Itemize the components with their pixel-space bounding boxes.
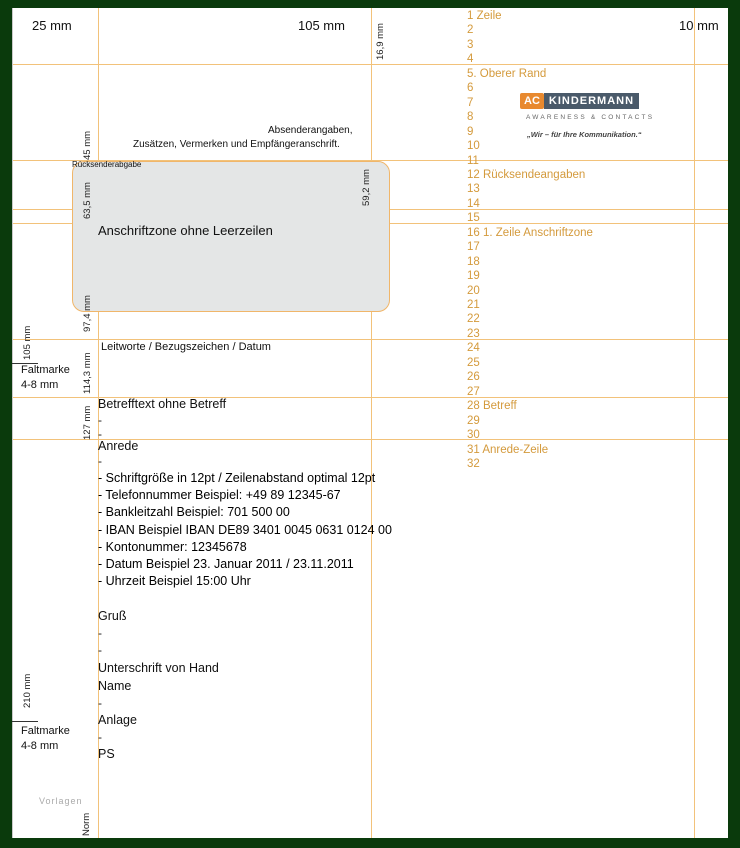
line-number: 12 Rücksendeangaben [467, 168, 586, 181]
line-number: 11 [467, 154, 479, 167]
line-number: 19 [467, 270, 480, 283]
measure-63mm: 63,5 mm [82, 182, 93, 219]
measure-114mm: 114,3 mm [82, 352, 93, 394]
line-number: 26 [467, 371, 480, 384]
list-item: - Uhrzeit Beispiel 15:00 Uhr [98, 574, 251, 589]
line-number: 24 [467, 342, 480, 355]
margin-right-label: 10 mm [679, 18, 719, 33]
line-number: 3 [467, 38, 474, 51]
line-number: 18 [467, 255, 480, 268]
dash-spacer: - [98, 696, 102, 710]
guide-line-105mm [12, 339, 728, 340]
measure-45mm: 45 mm [82, 130, 93, 160]
fold-mark-1-range: 4-8 mm [21, 379, 59, 391]
line-number: 14 [467, 197, 480, 210]
salutation: Anrede [98, 439, 139, 453]
list-item: - Datum Beispiel 23. Januar 2011 / 23.11.2011 [98, 557, 354, 572]
line-number: 20 [467, 284, 480, 297]
signature-line: Unterschrift von Hand [98, 661, 219, 675]
dash-spacer: - [98, 643, 102, 657]
dash-spacer: - [98, 626, 102, 640]
line-number: 16 1. Zeile Anschriftzone [467, 226, 593, 239]
line-number: 28 Betreff [467, 400, 517, 413]
kindermann-logo [520, 92, 676, 139]
return-address-label: Rücksenderabgabe [72, 160, 142, 169]
margin-left-label: 25 mm [32, 18, 72, 33]
dash-spacer: - [98, 427, 102, 441]
attachment-line: Anlage [98, 713, 137, 727]
line-number: 2 [467, 24, 474, 37]
dash-spacer: - [98, 413, 102, 427]
line-number: 25 [467, 356, 480, 369]
list-item: - Schriftgröße in 12pt / Zeilenabstand optimal 12pt [98, 471, 376, 485]
guide-line-left-edge [12, 8, 13, 838]
subject-line: Betrefftext ohne Betreff [98, 397, 227, 411]
line-number: 23 [467, 327, 480, 340]
line-number: 29 [467, 414, 480, 427]
list-item: - Kontonummer: 12345678 [98, 539, 247, 554]
line-number: 15 [467, 212, 480, 225]
sender-info-line2: Zusätzen, Vermerken und Empfängeranschrift. [133, 139, 340, 150]
line-number: 31 Anrede-Zeile [467, 443, 549, 456]
ps-line: PS [98, 747, 115, 761]
example-list [98, 470, 392, 590]
margin-center-label: 105 mm [298, 18, 345, 33]
list-item: - IBAN Beispiel IBAN DE89 3401 0045 0631 0124 00 [98, 522, 392, 537]
norm-label: Norm [81, 812, 92, 836]
list-item: - Bankleitzahl Beispiel: 701 500 00 [98, 505, 290, 520]
guide-line-10mm [694, 8, 695, 838]
line-number: 22 [467, 313, 480, 326]
guide-line-105mm-vertical [371, 8, 372, 838]
fold-mark-2 [12, 721, 38, 722]
line-number: 4 [467, 53, 474, 66]
line-number: 8 [467, 111, 474, 124]
line-number: 7 [467, 96, 474, 109]
logo-brand: KINDERMANN [544, 93, 639, 109]
line-number: 13 [467, 183, 480, 196]
address-zone-label: Anschriftzone ohne Leerzeilen [98, 223, 273, 238]
letter-template-page [12, 8, 728, 838]
line-number: 17 [467, 241, 480, 254]
logo-ac-mark: AC [520, 93, 544, 109]
fold-mark-2-label: Faltmarke [21, 725, 70, 737]
line-number: 6 [467, 82, 474, 95]
line-number: 5. Oberer Rand [467, 67, 547, 80]
greeting: Gruß [98, 609, 127, 623]
dash-spacer: - [98, 454, 102, 468]
measure-210mm: 210 mm [22, 673, 33, 708]
line-number: 1 Zeile [467, 10, 502, 22]
line-number: 21 [467, 299, 480, 311]
name-line: Name [98, 679, 132, 693]
line-number: 27 [467, 385, 480, 398]
guide-line-header [12, 64, 728, 65]
reference-line: Leitworte / Bezugszeichen / Datum [101, 341, 271, 353]
fold-mark-2-range: 4-8 mm [21, 740, 59, 752]
measure-127mm: 127 mm [82, 405, 93, 440]
sender-info-line1: Absenderangaben, [268, 125, 353, 136]
dash-spacer: - [98, 730, 102, 744]
logo-slogan: „Wir – für Ihre Kommunikation.“ [527, 130, 642, 139]
logo-subtitle: AWARENESS & CONTACTS [526, 114, 655, 121]
line-number: 9 [467, 125, 474, 138]
line-number: 32 [467, 457, 480, 470]
line-number: 10 [467, 140, 480, 153]
list-item: - Telefonnummer Beispiel: +49 89 12345-67 [98, 488, 341, 503]
watermark: Vorlagen [39, 796, 83, 806]
fold-mark-1-label: Faltmarke [21, 364, 70, 376]
measure-97mm: 97,4 mm [82, 295, 93, 332]
top-margin-vertical-label: 16,9 mm [375, 23, 386, 60]
line-number: 30 [467, 429, 480, 442]
window-width-label: 59,2 mm [361, 169, 372, 206]
measure-105mm: 105 mm [22, 325, 33, 360]
